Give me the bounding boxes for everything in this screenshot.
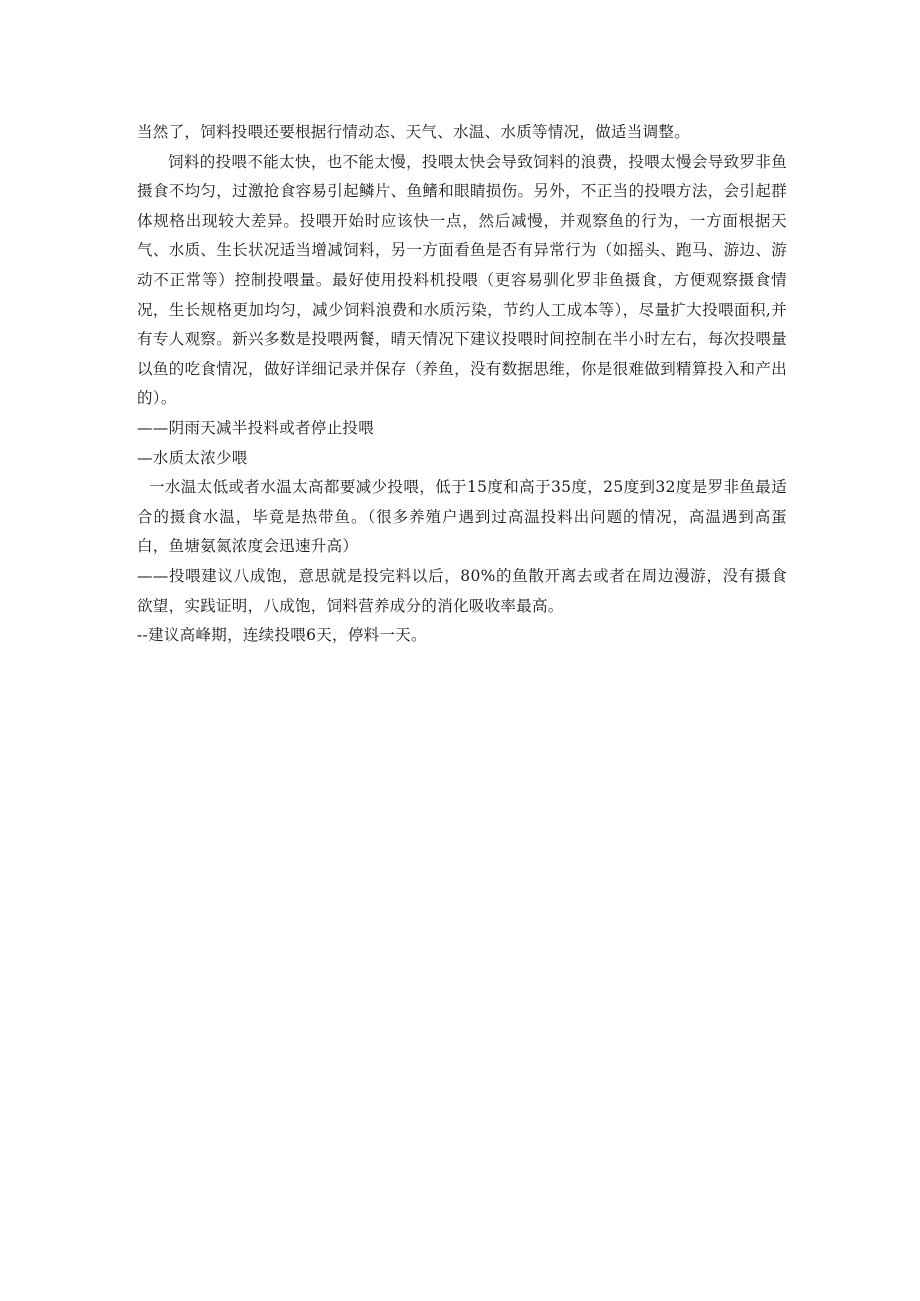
paragraph-peak-period: --建议高峰期，连续投喂6天，停料一天。 bbox=[137, 626, 427, 645]
paragraph-feeding-speed: 饲料的投喂不能太快，也不能太慢，投喂太快会导致饲料的浪费，投喂太慢会导致罗非鱼摄食不均匀，过激抢食容易引起鳞片、鱼鳍和眼睛损伤。另外，不正当的投喂方法，会引起群体规格出现较大差异。投喂开始时应该快一点，然后减慢，并观察鱼的行为，一方面根据天气、水质、生长状况适当增减饲料，另一方面看鱼是否有异常行为（如摇头、跑马、游边、游动不正常等）控制投喂量。最好使用投料机投喂（更容易驯化罗非鱼摄食，方便观察摄食情况，生长规格更加均匀，减少饲料浪费和水质污染，节约人工成本等），尽量扩大投喂面积,并有专人观察。新兴多数是投喂两餐，晴天情况下建议投喂时间控制在半小时左右，每次投喂量以鱼的吃食情况，做好详细记录并保存（养鱼，没有数据思维，你是很难做到精算投入和产出的）。 bbox=[137, 152, 787, 408]
document-page bbox=[137, 118, 787, 651]
paragraph-intro: 当然了，饲料投喂还要根据行情动态、天气、水温、水质等情况，做适当调整。 bbox=[137, 123, 691, 141]
paragraph-rainy-day: ——阴雨天减半投料或者停止投喂 bbox=[137, 418, 375, 437]
paragraph-water-temperature: 一水温太低或者水温太高都要减少投喂，低于15度和高于35度，25度到32度是罗非鱼最适合的摄食水温，毕竟是热带鱼。（很多养殖户遇到过高温投料出问题的情况，高温遇到高蛋白，鱼塘氨氮浓度会迅速升高） bbox=[137, 478, 787, 556]
paragraph-water-quality: —水质太浓少喂 bbox=[137, 448, 248, 467]
paragraph-eighty-percent-full: ——投喂建议八成饱，意思就是投完料以后，80%的鱼散开离去或者在周边漫游，没有摄食欲望，实践证明，八成饱，饲料营养成分的消化吸收率最高。 bbox=[137, 566, 787, 615]
